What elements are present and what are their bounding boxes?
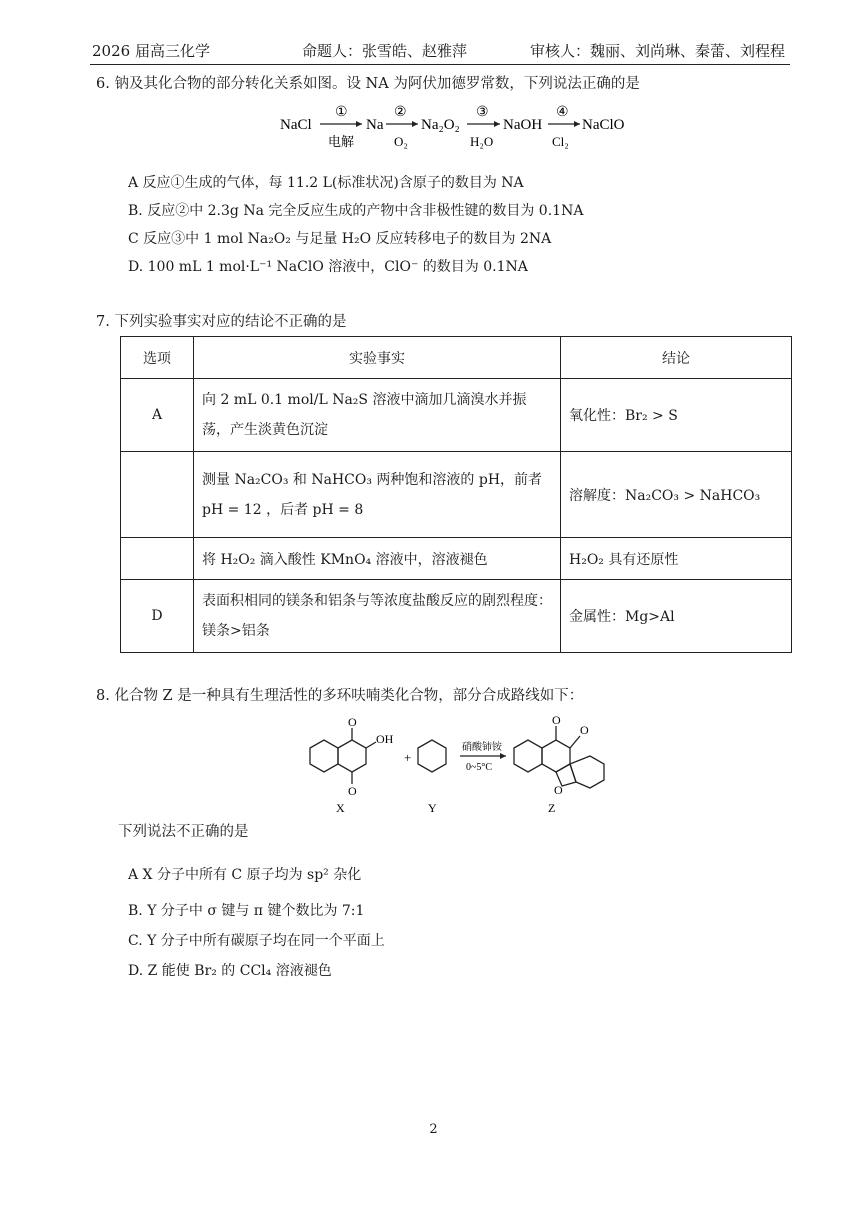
species-na: Na (366, 117, 384, 133)
row-a-conclusion: 氧化性：Br₂ > S (561, 379, 792, 452)
header-option: 选项 (121, 337, 194, 379)
temperature-label: 0~5°C (466, 762, 493, 773)
row-c-conclusion: H₂O₂ 具有还原性 (561, 538, 792, 580)
q6-option-a: A 反应①生成的气体，每 11.2 L(标准状况)含原子的数目为 NA (128, 175, 524, 191)
reviewers: 审核人：魏丽、刘尚琳、秦蕾、刘程程 (530, 42, 786, 60)
step-4-label: ④ (556, 105, 569, 120)
q8-option-d: D. Z 能使 Br₂ 的 CCl₄ 溶液褪色 (128, 963, 332, 979)
compound-y-structure (418, 740, 446, 772)
row-b-conclusion: 溶解度：Na₂CO₃ > NaHCO₃ (561, 452, 792, 538)
q8-option-b: B. Y 分子中 σ 键与 π 键个数比为 7:1 (128, 903, 365, 919)
table-row (121, 580, 792, 653)
step-4-condition: Cl₂ (552, 134, 569, 149)
row-b-fact: 测量 Na₂CO₃ 和 NaHCO₃ 两种饱和溶液的 pH，前者 pH = 12 ，后者 pH = 8 (194, 452, 561, 538)
step-3-label: ③ (476, 105, 489, 120)
q7-table (120, 336, 792, 653)
svg-text:O: O (552, 713, 561, 727)
q6-option-c: C 反应③中 1 mol Na₂O₂ 与足量 H₂O 反应转移电子的数目为 2NA (128, 231, 552, 247)
species-nacl: NaCl (280, 117, 312, 133)
q6-stem: 6. 钠及其化合物的部分转化关系如图。设 NA 为阿伏加德罗常数，下列说法正确的是 (96, 76, 640, 92)
authors: 命题人：张雪皓、赵雅萍 (302, 42, 468, 60)
q8-option-c: C. Y 分子中所有碳原子均在同一个平面上 (128, 933, 385, 949)
row-c-option (121, 538, 194, 580)
table-row (121, 379, 792, 452)
q6-reaction-scheme (280, 102, 640, 152)
step-2-label: ② (394, 105, 407, 120)
header-fact: 实验事实 (194, 337, 561, 379)
svg-text:O: O (348, 715, 357, 729)
row-d-fact: 表面积相同的镁条和铝条与等浓度盐酸反应的剧烈程度：镁条>铝条 (194, 580, 561, 653)
svg-text:O: O (580, 723, 589, 737)
species-naoh: NaOH (503, 117, 543, 133)
page-number: 2 (429, 1122, 438, 1137)
hydroxyl-label: OH (376, 732, 394, 746)
q7-stem: 7. 下列实验事实对应的结论不正确的是 (96, 314, 347, 330)
row-a-option: A (121, 379, 194, 452)
q8-stem: 8. 化合物 Z 是一种具有生理活性的多环呋喃类化合物，部分合成路线如下： (96, 688, 584, 704)
table-header-row (121, 337, 792, 379)
label-z: Z (548, 801, 556, 815)
svg-text:O: O (348, 784, 357, 798)
row-d-conclusion: 金属性：Mg>Al (561, 580, 792, 653)
step-3-condition: H₂O (470, 134, 494, 149)
q6-option-d: D. 100 mL 1 mol·L⁻¹ NaClO 溶液中，ClO⁻ 的数目为 0.1NA (128, 259, 528, 275)
table-row (121, 452, 792, 538)
compound-z-structure (514, 726, 604, 788)
label-y: Y (428, 801, 437, 815)
course-title: 2026 届高三化学 (92, 42, 210, 60)
species-na2o2: Na₂O₂ (421, 117, 460, 133)
q8-synthesis-scheme (300, 712, 620, 816)
q8-option-a: A X 分子中所有 C 原子均为 sp² 杂化 (128, 867, 362, 883)
plus-sign: + (404, 750, 412, 765)
row-d-option: D (121, 580, 194, 653)
species-naclo: NaClO (582, 117, 625, 133)
label-x: X (336, 801, 345, 815)
svg-text:O: O (554, 783, 563, 797)
step-1-condition: 电解 (328, 134, 355, 149)
row-c-fact: 将 H₂O₂ 滴入酸性 KMnO₄ 溶液中，溶液褪色 (194, 538, 561, 580)
row-a-fact: 向 2 mL 0.1 mol/L Na₂S 溶液中滴加几滴溴水并振荡，产生淡黄色沉淀 (194, 379, 561, 452)
row-b-option (121, 452, 194, 538)
step-2-condition: O₂ (394, 134, 408, 149)
step-1-label: ① (335, 105, 348, 120)
q8-sub-stem: 下列说法不正确的是 (118, 824, 249, 840)
page-header (90, 38, 790, 65)
compound-x-structure (310, 728, 376, 784)
header-conclusion: 结论 (561, 337, 792, 379)
reagent-label: 硝酸铈铵 (462, 742, 502, 753)
table-row (121, 538, 792, 580)
q6-option-b: B. 反应②中 2.3g Na 完全反应生成的产物中含非极性键的数目为 0.1NA (128, 203, 584, 219)
